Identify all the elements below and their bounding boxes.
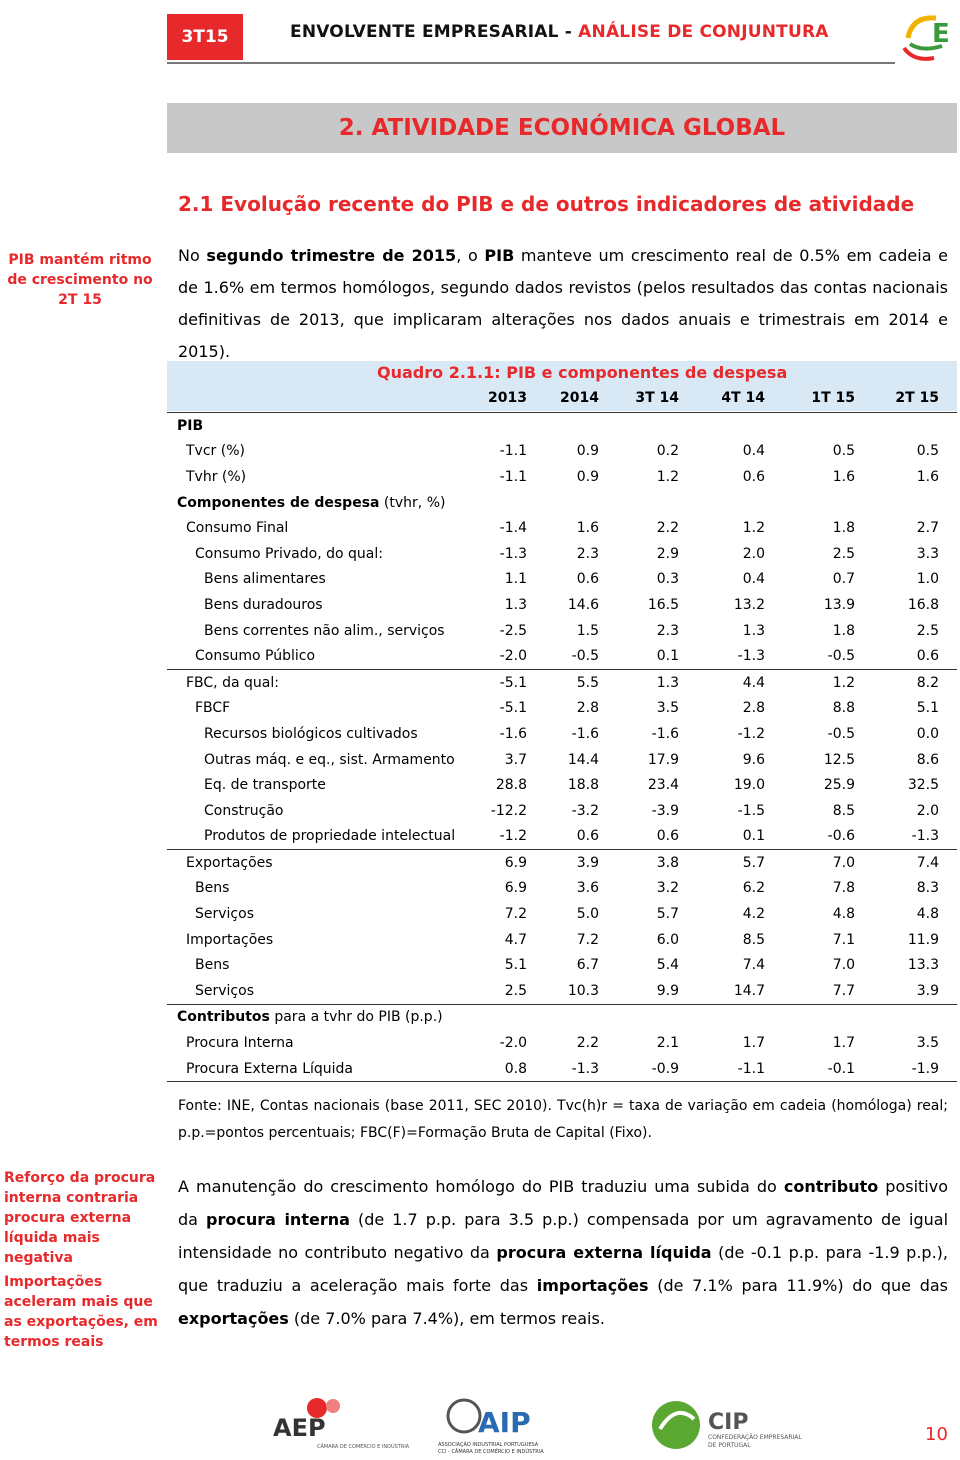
cip-logo-icon — [650, 1397, 810, 1453]
table-cell: 0.9 — [576, 443, 599, 460]
table-cell — [477, 413, 545, 439]
column-header: 2014 — [560, 390, 599, 406]
table-cell: 7.2 — [504, 906, 527, 923]
table-cell: 7.4 — [742, 957, 765, 974]
table-cell: 1.8 — [832, 520, 855, 537]
row-label: Consumo Público — [167, 643, 477, 669]
table-cell — [545, 1004, 617, 1030]
table-cell: 1.6 — [916, 468, 939, 485]
row-label: Construção — [204, 802, 284, 819]
table-cell — [783, 413, 873, 439]
table-cell: 3.5 — [656, 700, 679, 717]
table-cell: 5.7 — [742, 854, 765, 871]
table-cell: 0.5 — [832, 443, 855, 460]
table-cell: -2.0 — [477, 643, 545, 669]
table-cell: 2.2 — [656, 520, 679, 537]
table-row — [167, 721, 957, 747]
row-label: Procura Interna — [186, 1035, 294, 1052]
row-label: Tvcr (%) — [186, 443, 245, 460]
table-header-blank — [167, 384, 477, 413]
table-cell: 2.1 — [656, 1035, 679, 1052]
aip-logo-icon — [438, 1392, 544, 1456]
table-source-note: Fonte: INE, Contas nacionais (base 2011, SEC 2010). Tvc(h)r = taxa de variação em cadeia (homóloga) real; p.p.=pontos percentuais; FBC(F)=Formação Bruta de Capital (Fixo). — [178, 1098, 948, 1141]
table-cell: 12.5 — [823, 751, 855, 768]
table-cell: 28.8 — [495, 777, 527, 794]
table-cell: 0.3 — [656, 571, 679, 588]
table-cell: 0.8 — [477, 1056, 545, 1082]
table-cell: 2.5 — [477, 978, 545, 1004]
table-row — [167, 515, 957, 541]
table-cell: 7.7 — [783, 978, 873, 1004]
table-cell: 3.9 — [873, 978, 957, 1004]
table-cell: 14.7 — [697, 978, 783, 1004]
table-cell: 3.6 — [576, 880, 599, 897]
table-cell: 1.8 — [832, 622, 855, 639]
aep-logo-icon — [273, 1392, 410, 1454]
table-cell: 2.8 — [742, 700, 765, 717]
table-cell: 7.2 — [576, 931, 599, 948]
table-row — [167, 952, 957, 978]
table-cell: -1.6 — [571, 725, 599, 742]
row-label: Bens correntes não alim., serviços — [204, 622, 445, 639]
row-label: PIB — [167, 413, 477, 439]
table-row — [167, 439, 957, 465]
table-row — [167, 567, 957, 593]
table-cell: 1.2 — [742, 520, 765, 537]
table-header-row — [167, 384, 957, 413]
row-label: FBC, da qual: — [186, 674, 279, 691]
table-cell: 5.1 — [504, 957, 527, 974]
table-row — [167, 876, 957, 902]
table-row — [167, 1030, 957, 1056]
row-label: Serviços — [195, 906, 254, 923]
table-cell: 5.7 — [656, 906, 679, 923]
table-cell — [697, 1004, 783, 1030]
table-cell: 2.9 — [656, 545, 679, 562]
cip-logo-subtext-1: CONFEDERAÇÃO EMPRESARIAL — [708, 1434, 802, 1441]
table-cell: -1.2 — [737, 725, 765, 742]
table-row — [167, 850, 957, 876]
table-cell: 1.5 — [576, 622, 599, 639]
table-cell: 7.0 — [832, 854, 855, 871]
side-note-2: Reforço da procura interna contraria procura externa líquida mais negativa — [4, 1170, 156, 1266]
table-row — [167, 696, 957, 722]
table-cell: -0.5 — [545, 643, 617, 669]
row-label: Exportações — [186, 854, 273, 871]
table-row — [167, 490, 957, 516]
table-cell: 14.4 — [567, 751, 599, 768]
table-cell: 1.6 — [832, 468, 855, 485]
table-cell: -1.3 — [499, 545, 527, 562]
table-cell: 8.6 — [916, 751, 939, 768]
table-cell — [873, 413, 957, 439]
table-cell: 5.5 — [576, 674, 599, 691]
table-row — [167, 464, 957, 490]
row-label: Procura Externa Líquida — [167, 1056, 477, 1082]
row-label: Serviços — [167, 978, 477, 1004]
table-cell: 8.5 — [742, 931, 765, 948]
table-row — [167, 1004, 957, 1030]
table-cell: -1.1 — [499, 468, 527, 485]
column-header: 1T 15 — [811, 390, 855, 406]
table-cell: 5.0 — [576, 906, 599, 923]
table-cell: -1.1 — [499, 443, 527, 460]
table-cell — [783, 1004, 873, 1030]
table-cell: -1.3 — [873, 824, 957, 850]
table-cell: 8.8 — [832, 700, 855, 717]
table-cell — [617, 1004, 697, 1030]
table-cell: 4.2 — [742, 906, 765, 923]
table-cell: 11.9 — [907, 931, 939, 948]
table-cell — [617, 490, 697, 516]
row-label: Importações — [186, 931, 274, 948]
table-cell: 6.7 — [576, 957, 599, 974]
row-label: Bens duradouros — [204, 596, 323, 613]
table-cell: 1.3 — [504, 596, 527, 613]
issue-badge: 3T15 — [167, 14, 243, 60]
header-title-part1: ENVOLVENTE EMPRESARIAL - — [290, 22, 579, 42]
aip-logo-subtext-2: CCI - CÂMARA DE COMÉRCIO E INDÚSTRIA — [438, 1449, 544, 1455]
table-cell: -0.1 — [783, 1056, 873, 1082]
table-cell: 1.6 — [576, 520, 599, 537]
row-label: Contributos para a tvhr do PIB (p.p.) — [177, 1009, 443, 1026]
table-cell: 0.5 — [916, 443, 939, 460]
table-cell: 2.3 — [656, 622, 679, 639]
table-cell: 2.8 — [576, 700, 599, 717]
row-label: Bens alimentares — [204, 571, 326, 588]
table-cell: -1.2 — [477, 824, 545, 850]
row-label: Bens — [195, 957, 230, 974]
row-label: FBCF — [195, 700, 231, 717]
table-cell: 2.7 — [916, 520, 939, 537]
table-cell: 9.9 — [617, 978, 697, 1004]
table-cell: 2.5 — [916, 622, 939, 639]
table-cell: 1.7 — [832, 1035, 855, 1052]
cip-logo-subtext-2: DE PORTUGAL — [708, 1442, 751, 1449]
table-cell: 1.2 — [832, 674, 855, 691]
table-cell: 0.6 — [576, 571, 599, 588]
table-cell: -3.9 — [651, 802, 679, 819]
table-cell: 32.5 — [907, 777, 939, 794]
table-cell — [697, 490, 783, 516]
table-cell: 0.4 — [742, 571, 765, 588]
table-cell: 18.8 — [567, 777, 599, 794]
table-cell: 19.0 — [733, 777, 765, 794]
table-row — [167, 669, 957, 695]
side-note-3: Importações aceleram mais que as exportações, em termos reais — [4, 1274, 158, 1350]
table-row — [167, 824, 957, 850]
aip-logo-text: AIP — [478, 1406, 531, 1439]
table-cell: 9.6 — [742, 751, 765, 768]
table-cell: 5.4 — [656, 957, 679, 974]
table-cell: 2.0 — [742, 545, 765, 562]
table-cell: 7.0 — [832, 957, 855, 974]
table-cell: 1.3 — [742, 622, 765, 639]
section-title: 2. ATIVIDADE ECONÓMICA GLOBAL — [167, 103, 957, 153]
row-label: Outras máq. e eq., sist. Armamento — [204, 751, 455, 768]
table-cell: 0.4 — [742, 443, 765, 460]
table-row — [167, 1056, 957, 1082]
table-cell: -1.4 — [499, 520, 527, 537]
table-cell: -0.9 — [617, 1056, 697, 1082]
column-header: 4T 14 — [721, 390, 765, 406]
envolvente-logo-icon — [898, 8, 956, 66]
table-cell: -12.2 — [490, 802, 527, 819]
table-cell: 6.2 — [742, 880, 765, 897]
table-cell: 0.6 — [545, 824, 617, 850]
table-cell — [617, 413, 697, 439]
table-row — [167, 643, 957, 669]
table-cell: -1.6 — [499, 725, 527, 742]
table-cell: 3.7 — [504, 751, 527, 768]
table-cell: -2.0 — [499, 1035, 527, 1052]
table-row — [167, 592, 957, 618]
table-cell: -5.1 — [499, 700, 527, 717]
intro-paragraph: No segundo trimestre de 2015, o PIB manteve um crescimento real de 0.5% em cadeia e de 1.6% em termos homólogos, segundo dados revistos (pelos resultados das contas nacionais definitivas de 2013, que implicaram alterações nos dados anuais e trimestrais em 2014 e 2015). — [178, 246, 949, 361]
aep-logo-subtext: CÂMARA DE COMÉRCIO E INDÚSTRIA — [317, 1444, 410, 1450]
table-cell: 0.0 — [916, 725, 939, 742]
table-row — [167, 413, 957, 439]
row-label: Recursos biológicos cultivados — [204, 725, 418, 742]
header-title-part2: ANÁLISE DE CONJUNTURA — [578, 22, 829, 42]
row-label: Bens — [195, 880, 230, 897]
row-label: Produtos de propriedade intelectual — [167, 824, 477, 850]
table-cell: 2.5 — [832, 545, 855, 562]
header-divider — [167, 62, 895, 64]
table-cell: -0.6 — [783, 824, 873, 850]
table-cell: -2.5 — [499, 622, 527, 639]
table-cell: 4.8 — [916, 906, 939, 923]
table-title: Quadro 2.1.1: PIB e componentes de despesa — [377, 363, 788, 382]
table-row — [167, 901, 957, 927]
table-row — [167, 978, 957, 1004]
table-cell: 0.6 — [742, 468, 765, 485]
table-cell — [697, 413, 783, 439]
table-cell — [545, 413, 617, 439]
table-cell: 6.9 — [504, 880, 527, 897]
aep-logo-text: AEP — [273, 1414, 326, 1442]
table-cell: 0.1 — [697, 824, 783, 850]
table-cell: 13.2 — [733, 596, 765, 613]
header-title — [290, 22, 829, 42]
table-cell: 4.7 — [504, 931, 527, 948]
table-row — [167, 927, 957, 953]
table-cell: 6.9 — [504, 854, 527, 871]
side-note-1: PIB mantém ritmo de crescimento no 2T 15 — [7, 252, 153, 308]
table-cell: 3.3 — [916, 545, 939, 562]
table-cell: 1.0 — [916, 571, 939, 588]
table-cell: 16.8 — [907, 596, 939, 613]
table-cell: 14.6 — [567, 596, 599, 613]
table-cell — [545, 490, 617, 516]
row-label: Consumo Final — [186, 520, 289, 537]
table-cell: 13.9 — [823, 596, 855, 613]
table-cell — [783, 490, 873, 516]
table-cell: -1.1 — [697, 1056, 783, 1082]
table-cell: 0.7 — [832, 571, 855, 588]
table-cell: 3.5 — [916, 1035, 939, 1052]
table-cell: 7.4 — [916, 854, 939, 871]
table-cell: -5.1 — [499, 674, 527, 691]
table-cell: -0.5 — [827, 725, 855, 742]
table-cell: 0.6 — [873, 643, 957, 669]
table-cell — [873, 1004, 957, 1030]
table-cell: 5.1 — [916, 700, 939, 717]
column-header: 2013 — [488, 390, 527, 406]
table-cell: 16.5 — [647, 596, 679, 613]
table-cell: 23.4 — [647, 777, 679, 794]
table-cell: 10.3 — [545, 978, 617, 1004]
table-cell: -1.3 — [697, 643, 783, 669]
table-cell: 8.3 — [916, 880, 939, 897]
table-cell: 0.2 — [656, 443, 679, 460]
row-label: Consumo Privado, do qual: — [195, 545, 383, 562]
table-cell: -1.9 — [873, 1056, 957, 1082]
page-number: 10 — [925, 1424, 948, 1445]
table-cell: 1.2 — [656, 468, 679, 485]
table-cell: 13.3 — [907, 957, 939, 974]
table-cell: 0.1 — [617, 643, 697, 669]
subsection-title: 2.1 Evolução recente do PIB e de outros indicadores de atividade — [178, 192, 915, 216]
aip-logo-subtext-1: ASSOCIAÇÃO INDUSTRIAL PORTUGUESA — [438, 1442, 539, 1448]
table-cell: 1.3 — [656, 674, 679, 691]
table-cell: 1.1 — [504, 571, 527, 588]
table-cell: 7.8 — [832, 880, 855, 897]
table-cell: -1.3 — [545, 1056, 617, 1082]
table-cell — [873, 490, 957, 516]
table-cell: 8.2 — [916, 674, 939, 691]
table-cell: 6.0 — [656, 931, 679, 948]
row-label: Componentes de despesa (tvhr, %) — [177, 494, 446, 511]
row-label: Eq. de transporte — [204, 777, 326, 794]
table-cell: 17.9 — [647, 751, 679, 768]
table-cell: 8.5 — [832, 802, 855, 819]
table-cell — [477, 1004, 545, 1030]
table-cell: 7.1 — [832, 931, 855, 948]
table-row — [167, 747, 957, 773]
table-cell: 4.4 — [742, 674, 765, 691]
table-row — [167, 798, 957, 824]
table-cell: 3.9 — [576, 854, 599, 871]
table-row — [167, 618, 957, 644]
table-cell: 2.2 — [576, 1035, 599, 1052]
table-cell: 25.9 — [823, 777, 855, 794]
column-header: 2T 15 — [895, 390, 939, 406]
table-cell: -0.5 — [783, 643, 873, 669]
table-cell: -1.6 — [651, 725, 679, 742]
analysis-paragraph: A manutenção do crescimento homólogo do PIB traduziu uma subida do contributo positivo da procura interna (de 1.7 p.p. para 3.5 p.p.) compensada por um agravamento de igual intensidade no contributo negativo da procura externa líquida (de -0.1 p.p. para -1.9 p.p.), que traduziu a aceleração mais forte das importações (de 7.1% para 11.9%) do que das exportações (de 7.0% para 7.4%), em termos reais. — [178, 1177, 949, 1328]
row-label: Tvhr (%) — [186, 468, 247, 485]
cip-logo-text: CIP — [708, 1410, 749, 1435]
table-cell: 4.8 — [832, 906, 855, 923]
table-cell: 0.6 — [617, 824, 697, 850]
table-cell: -1.5 — [737, 802, 765, 819]
column-header: 3T 14 — [635, 390, 679, 406]
table-cell: 2.0 — [916, 802, 939, 819]
table-cell: 3.8 — [656, 854, 679, 871]
table-cell: 0.9 — [576, 468, 599, 485]
table-cell: 2.3 — [576, 545, 599, 562]
table-cell — [477, 490, 545, 516]
logo-letter: E — [932, 19, 950, 49]
table-cell: 1.7 — [742, 1035, 765, 1052]
gdp-components-table — [167, 384, 957, 1082]
table-row — [167, 541, 957, 567]
table-cell: -3.2 — [571, 802, 599, 819]
table-cell: 3.2 — [656, 880, 679, 897]
table-row — [167, 772, 957, 798]
